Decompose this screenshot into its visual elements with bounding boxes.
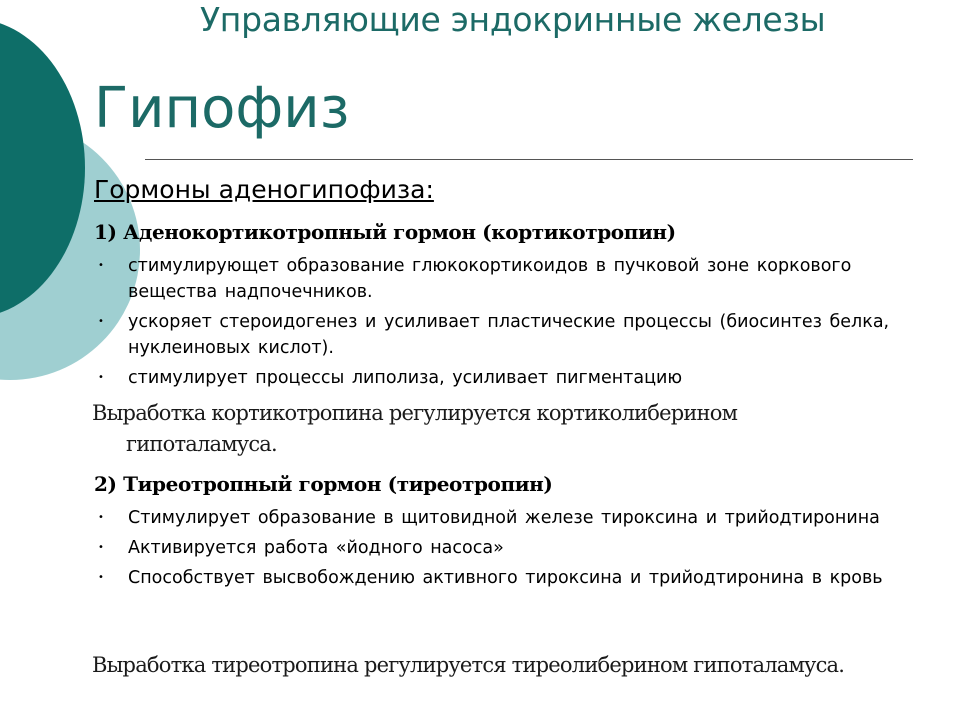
- bullet-icon: •: [98, 512, 104, 523]
- bullet-list-thyrotropin: [94, 505, 924, 595]
- list-item: [94, 253, 924, 305]
- regulation-note-corticotropin: [92, 398, 737, 460]
- regulation-line: Выработка кортикотропина регулируется кортиколиберином: [92, 401, 738, 425]
- regulation-note-thyrotropin: Выработка тиреотропина регулируется тиреолиберином гипоталамуса.: [92, 653, 845, 677]
- list-item: [94, 309, 924, 361]
- bullet-icon: •: [98, 542, 104, 553]
- bullet-icon: •: [98, 572, 104, 583]
- list-item-text: стимулирует процессы липолиза, усиливает пигментацию: [128, 368, 683, 388]
- list-item-text: Способствует высвобождению активного тироксина и трийодтиронина в кровь: [128, 568, 883, 588]
- section-heading-thyrotropin: 2) Тиреотропный гормон (тиреотропин): [94, 472, 553, 496]
- bullet-icon: •: [98, 260, 104, 271]
- bullet-icon: •: [98, 316, 104, 327]
- bullet-list-corticotropin: [94, 253, 924, 395]
- subtitle: Гормоны аденогипофиза:: [94, 175, 434, 204]
- list-item: [94, 365, 924, 391]
- section-heading-corticotropin: 1) Аденокортикотропный гормон (кортикотропин): [94, 220, 676, 244]
- list-item-text: ускоряет стероидогенез и усиливает пластические процессы (биосинтез белка, нуклеиновых кислот).: [128, 312, 890, 358]
- regulation-line: гипоталамуса.: [126, 432, 277, 456]
- list-item-text: стимулирующет образование глюкокортикоидов в пучковой зоне коркового вещества надпочечников.: [128, 256, 852, 302]
- list-item: [94, 565, 924, 591]
- list-item: [94, 535, 924, 561]
- list-item: [94, 505, 924, 531]
- bullet-icon: •: [98, 372, 104, 383]
- page-title: Гипофиз: [94, 76, 350, 141]
- header-title: Управляющие эндокринные железы: [200, 0, 826, 39]
- list-item-text: Активируется работа «йодного насоса»: [128, 538, 504, 558]
- list-item-text: Стимулирует образование в щитовидной железе тироксина и трийодтиронина: [128, 508, 880, 528]
- title-divider: [145, 159, 913, 160]
